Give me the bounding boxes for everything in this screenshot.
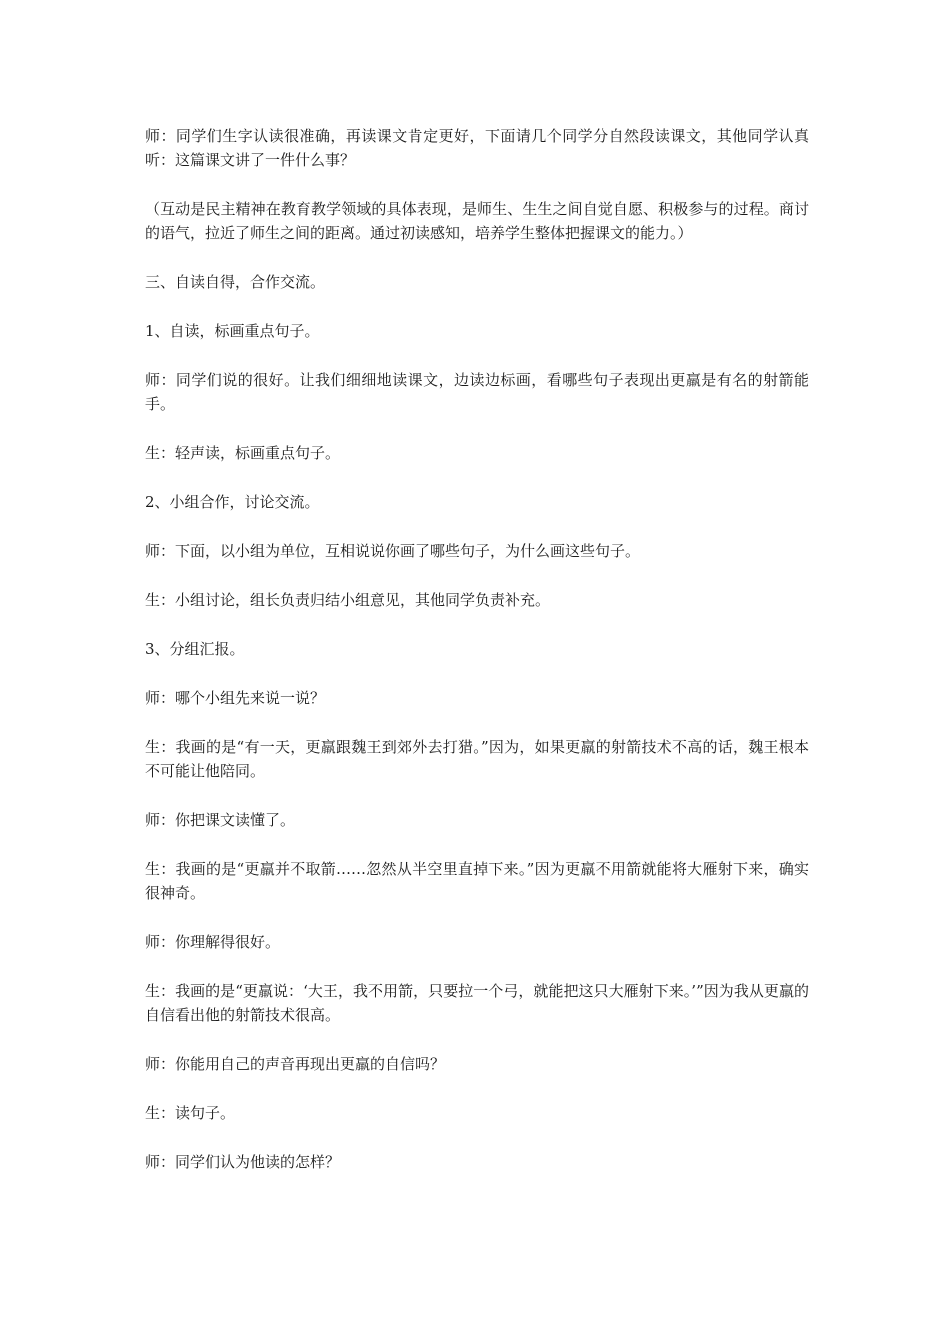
- paragraph: 师：哪个小组先来说一说？: [145, 689, 326, 707]
- paragraph: 生：我画的是“更羸说：‘大王，我不用箭，只要拉一个弓，就能把这只大雁射下来。’”因为我从更羸的自信看出他的射箭技术很高。: [145, 982, 809, 1024]
- paragraph: 生：轻声读，标画重点句子。: [145, 444, 341, 462]
- paragraph: 师：同学们认为他读的怎样？: [145, 1153, 341, 1171]
- paragraph: 生：小组讨论，组长负责归结小组意见，其他同学负责补充。: [145, 591, 551, 609]
- paragraph: 师：下面，以小组为单位，互相说说你画了哪些句子，为什么画这些句子。: [145, 542, 641, 560]
- paragraph: 师：同学们生字认读很准确，再读课文肯定更好，下面请几个同学分自然段读课文，其他同学认真听：这篇课文讲了一件什么事？: [145, 127, 809, 169]
- document-page: [145, 124, 809, 1199]
- subsection-heading: 1、自读，标画重点句子。: [145, 322, 320, 340]
- paragraph: 师：你把课文读懂了。: [145, 811, 296, 829]
- paragraph: 师：你理解得很好。: [145, 933, 281, 951]
- paragraph: 生：我画的是“更羸并不取箭……忽然从半空里直掉下来。”因为更羸不用箭就能将大雁射下来，确实很神奇。: [145, 860, 809, 902]
- paragraph: 生：我画的是“有一天，更羸跟魏王到郊外去打猎。”因为，如果更羸的射箭技术不高的话，魏王根本不可能让他陪同。: [145, 738, 809, 780]
- section-heading: 三、自读自得，合作交流。: [145, 273, 326, 291]
- subsection-heading: 3、分组汇报。: [145, 640, 245, 658]
- paragraph: 师：你能用自己的声音再现出更羸的自信吗？: [145, 1055, 446, 1073]
- paragraph: 师：同学们说的很好。让我们细细地读课文，边读边标画，看哪些句子表现出更羸是有名的射箭能手。: [145, 371, 809, 413]
- paragraph: 生：读句子。: [145, 1104, 236, 1122]
- subsection-heading: 2、小组合作，讨论交流。: [145, 493, 320, 511]
- paragraph: （互动是民主精神在教育教学领域的具体表现，是师生、生生之间自觉自愿、积极参与的过程。商讨的语气，拉近了师生之间的距离。通过初读感知，培养学生整体把握课文的能力。）: [145, 200, 809, 242]
